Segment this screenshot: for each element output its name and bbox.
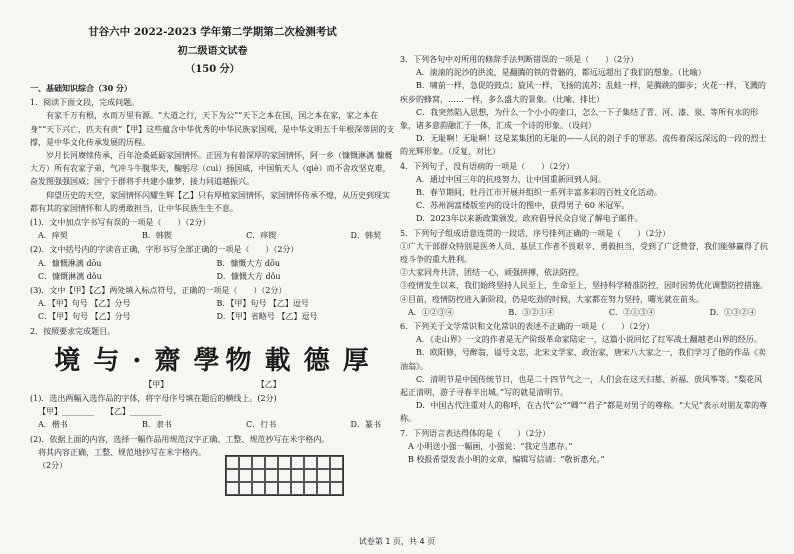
option: B．【甲】句号 【乙】逗号 — [216, 299, 309, 309]
passage-line: ②大家同舟共济，团结一心，顽强拼搏，依法防控。 — [400, 268, 584, 278]
question-1-3: (3)．文中【甲】【乙】两处填入标点符号，正确的一项是（ ）（2分） — [30, 286, 287, 296]
question-6: 6．下列关于文学常识和文化常识的表述不正确的一项是（ ）（2分） — [400, 322, 655, 332]
label-yi: 【乙】 — [256, 379, 281, 389]
question-1-3-options-row2 — [30, 310, 395, 323]
calligraphy-artwork — [30, 346, 395, 376]
exam-subtitle: 初二级语文试卷 — [177, 46, 248, 57]
question-2-1: (1)．选出两幅入选作品的字体，将字母序号填在题后的横线上。(2分) — [30, 394, 277, 404]
passage-paragraph: 仰望历史的天空，家国情怀闪耀生辉【乙】只有厚植家国情怀，家国情怀传承不熄，从历史到现实都有其的家国情怀和人的勇敢担当，让中华民族生生不息。 — [30, 190, 390, 213]
answer-blank[interactable]: 【甲】________ 【乙】________ — [38, 407, 162, 417]
question-1-1: (1)．文中加点字书写有误的一项是（ ）（2分） — [30, 218, 211, 228]
option: B．春节期间，牡丹江市开展并组织一系列丰富多彩的百姓文化活动。 — [416, 188, 662, 198]
option: D．慷慨大方 dǒu — [216, 271, 281, 281]
question-5-options — [400, 306, 770, 319]
question-1-3-options — [30, 297, 395, 310]
option: D．2023年以来新政策颁发，政府倡导民众自觉了解电子邮件。 — [416, 214, 643, 224]
option: A．慷慨淋漓 dōu — [38, 258, 102, 268]
option: C．我突然陷入思想，为什么一个小小的壶口，怎么一下子集结了青、河、漆、泉、等所有水的形象，诸多意韵融汇于一体，汇成一个诗的形象。（设问） — [400, 107, 759, 131]
question-1-intro: 1．阅读下面文段，完成问题。 — [30, 98, 140, 108]
exam-total-score: （150 分） — [185, 64, 240, 75]
option: C．清明节是中国传统节日，也是二十四节气之一，人们会在这天扫墓、祈福、放风筝等。“梨花风起正清明，游子寻春半出城。”写的就是清明节。 — [400, 374, 763, 398]
option: A．①②③④ — [408, 307, 454, 317]
passage-line: ④目前，疫情防控进入新阶段，仍是吃劲的时候，大家都在努力坚持，曙光就在前头。 — [400, 294, 704, 304]
option: A．痒契 — [38, 231, 68, 241]
option: B 校报希望发表小明的文章，编辑写信请：“敬祈惠允。” — [408, 455, 605, 465]
option: C．痒锲 — [246, 231, 277, 241]
page-footer: 试卷第 1 页，共 4 页 — [358, 537, 436, 546]
artwork-labels — [30, 378, 395, 391]
label-jia: 【甲】 — [144, 379, 169, 389]
option: B．欧阳修，号醉翁，谥号文忠，北宋文学家、政治家，唐宋八大家之一，我们学习了他的作品《卖油翁》。 — [400, 348, 766, 371]
question-2-2-score: （2分） — [38, 461, 68, 471]
option: C．慷慨淋漓 dǒu — [38, 271, 102, 281]
option: D．无耻啊！无耻啊！这是某集团的无耻的——人民的刽子手的罪恶。流传着深远深远的一段的烈士的光辉形象。（反复、对比） — [400, 134, 767, 157]
option: A．滚滚的泥沙的洪流，是翻腾的铁的骨骼的，都远远超出了我们的想象。（比喻） — [416, 68, 706, 78]
passage-line: ③疫情发生以来，我们始终坚持人民至上，生命至上，坚持科学精准防控，因时因势优化调整防控措施。 — [400, 281, 768, 291]
option: B．慷慨大方 dōu — [216, 258, 281, 268]
question-1-2: (2)．文中括号内的字读音正确，字形书写全部正确的一项是（ ）（2分） — [30, 245, 299, 255]
option: A 小明送小强一幅画，小强说：“我定当惠存。” — [408, 441, 573, 451]
calligraphy-yi: 物 載 德 厚 — [225, 345, 371, 376]
option: A．楷书 — [38, 420, 68, 430]
option: A．《走山界》一文的作者是无产阶级革命家陆定一，这篇小说回忆了红军战士翻越老山界的经历。 — [416, 335, 762, 345]
option: C．苏州润富楼版室内的设计的图中，获得男子 60 米冠军。 — [416, 201, 630, 211]
question-2-2: (2)．依据上面的内容，选择一幅作品用规范汉字正确、工整、规范抄写在米字格内。 — [30, 434, 330, 444]
option: C．行书 — [246, 420, 277, 430]
question-4: 4．下列句子，没有语病的一项是（ ）（2分） — [400, 161, 575, 171]
option: C．②①③④ — [608, 307, 655, 317]
option: C．【甲】句号 【乙】分号 — [38, 312, 131, 322]
option: B．隶书 — [142, 420, 172, 430]
passage-line: ①广大干部群众特别是医务人员、基层工作者不畏艰辛、勇毅担当，受到了广泛赞誉，我们能够赢得了抗疫斗争的重大胜利。 — [400, 241, 768, 265]
writing-grid[interactable] — [225, 455, 344, 496]
option: D．①③②④ — [709, 307, 756, 317]
option: A．通过中国三年的抗疫努力，让中国重新回到人间。 — [416, 174, 606, 184]
option: B．啸前一样，急促的鼓点；旋风一样，飞扬的流苏；乱蛙一样，是腾跳的脚步；火花一样，飞溅的疾步的蜂窝，……一样，多么盛大的景象。（比喻、排比） — [400, 81, 766, 104]
exam-title: 甘谷六中 2022-2023 学年第二学期第二次检测考试 — [88, 26, 337, 38]
option: B．韩锲 — [142, 231, 172, 241]
question-1-2-options-row2 — [30, 270, 395, 283]
question-1-1-options — [30, 229, 395, 242]
calligraphy-jia: 境 与 · 齋 學 — [54, 345, 222, 376]
question-3: 3．下列各句中对所用的修辞手法判断错误的一项是（ ）（2分） — [400, 55, 639, 64]
left-column — [30, 0, 395, 530]
option: D．韩契 — [350, 231, 381, 241]
option: D．中国古代注重对人的称呼，在古代“公”“卿”“君子”都是对男子的尊称。“大兄”表示对朋友辈的尊称。 — [400, 401, 768, 424]
passage-paragraph: 岁月长河赓续传承，百年沧桑砥砺家国情怀。正因为有着深厚的家国情怀，阿一乡（慷慨淋漓 慷概大方）所有农家子弟，气冲斗牛腹华夫，鞠躬尽（cuì）扬国威，中国航天人（qiè）而不舍攻坚克难，奋发图强强国威；国宁于群将手共建小康梦，接力同追越振兴。 — [30, 151, 393, 187]
option: B．③②①④ — [508, 307, 555, 317]
question-7: 7．下列语言表达得体的是（ ）（2分） — [400, 428, 551, 438]
right-column — [400, 52, 770, 530]
question-2-2-note: 将其内容正确，工整、规范地抄写在米字格内。 — [38, 447, 206, 457]
question-1-2-options — [30, 257, 395, 270]
section-1-heading: 一、基础知识综合（30 分） — [30, 83, 132, 93]
question-2-intro: 2．按照要求完成题目。 — [30, 326, 116, 336]
passage-paragraph: 有家千万有根，水而万里有源。“大道之行，天下为公”“天下之本在国，国之本在家，家之本在身”“天下兴亡，匹夫有责”【甲】这些蕴含中华优秀的中华民族家国观，是中华文明五千年根深蒂固的支撑，是中华文化传承发展的历程。 — [30, 111, 395, 147]
option: D．【甲】省略号 【乙】逗号 — [216, 312, 318, 322]
option: D．篆书 — [350, 420, 381, 430]
question-2-1-options — [30, 418, 395, 431]
question-5: 5．下列句子组成语意连贯的一段话，序号排列正确的一项是（ ）（2分） — [400, 228, 671, 238]
option: A．【甲】句号 【乙】分号 — [38, 299, 131, 309]
